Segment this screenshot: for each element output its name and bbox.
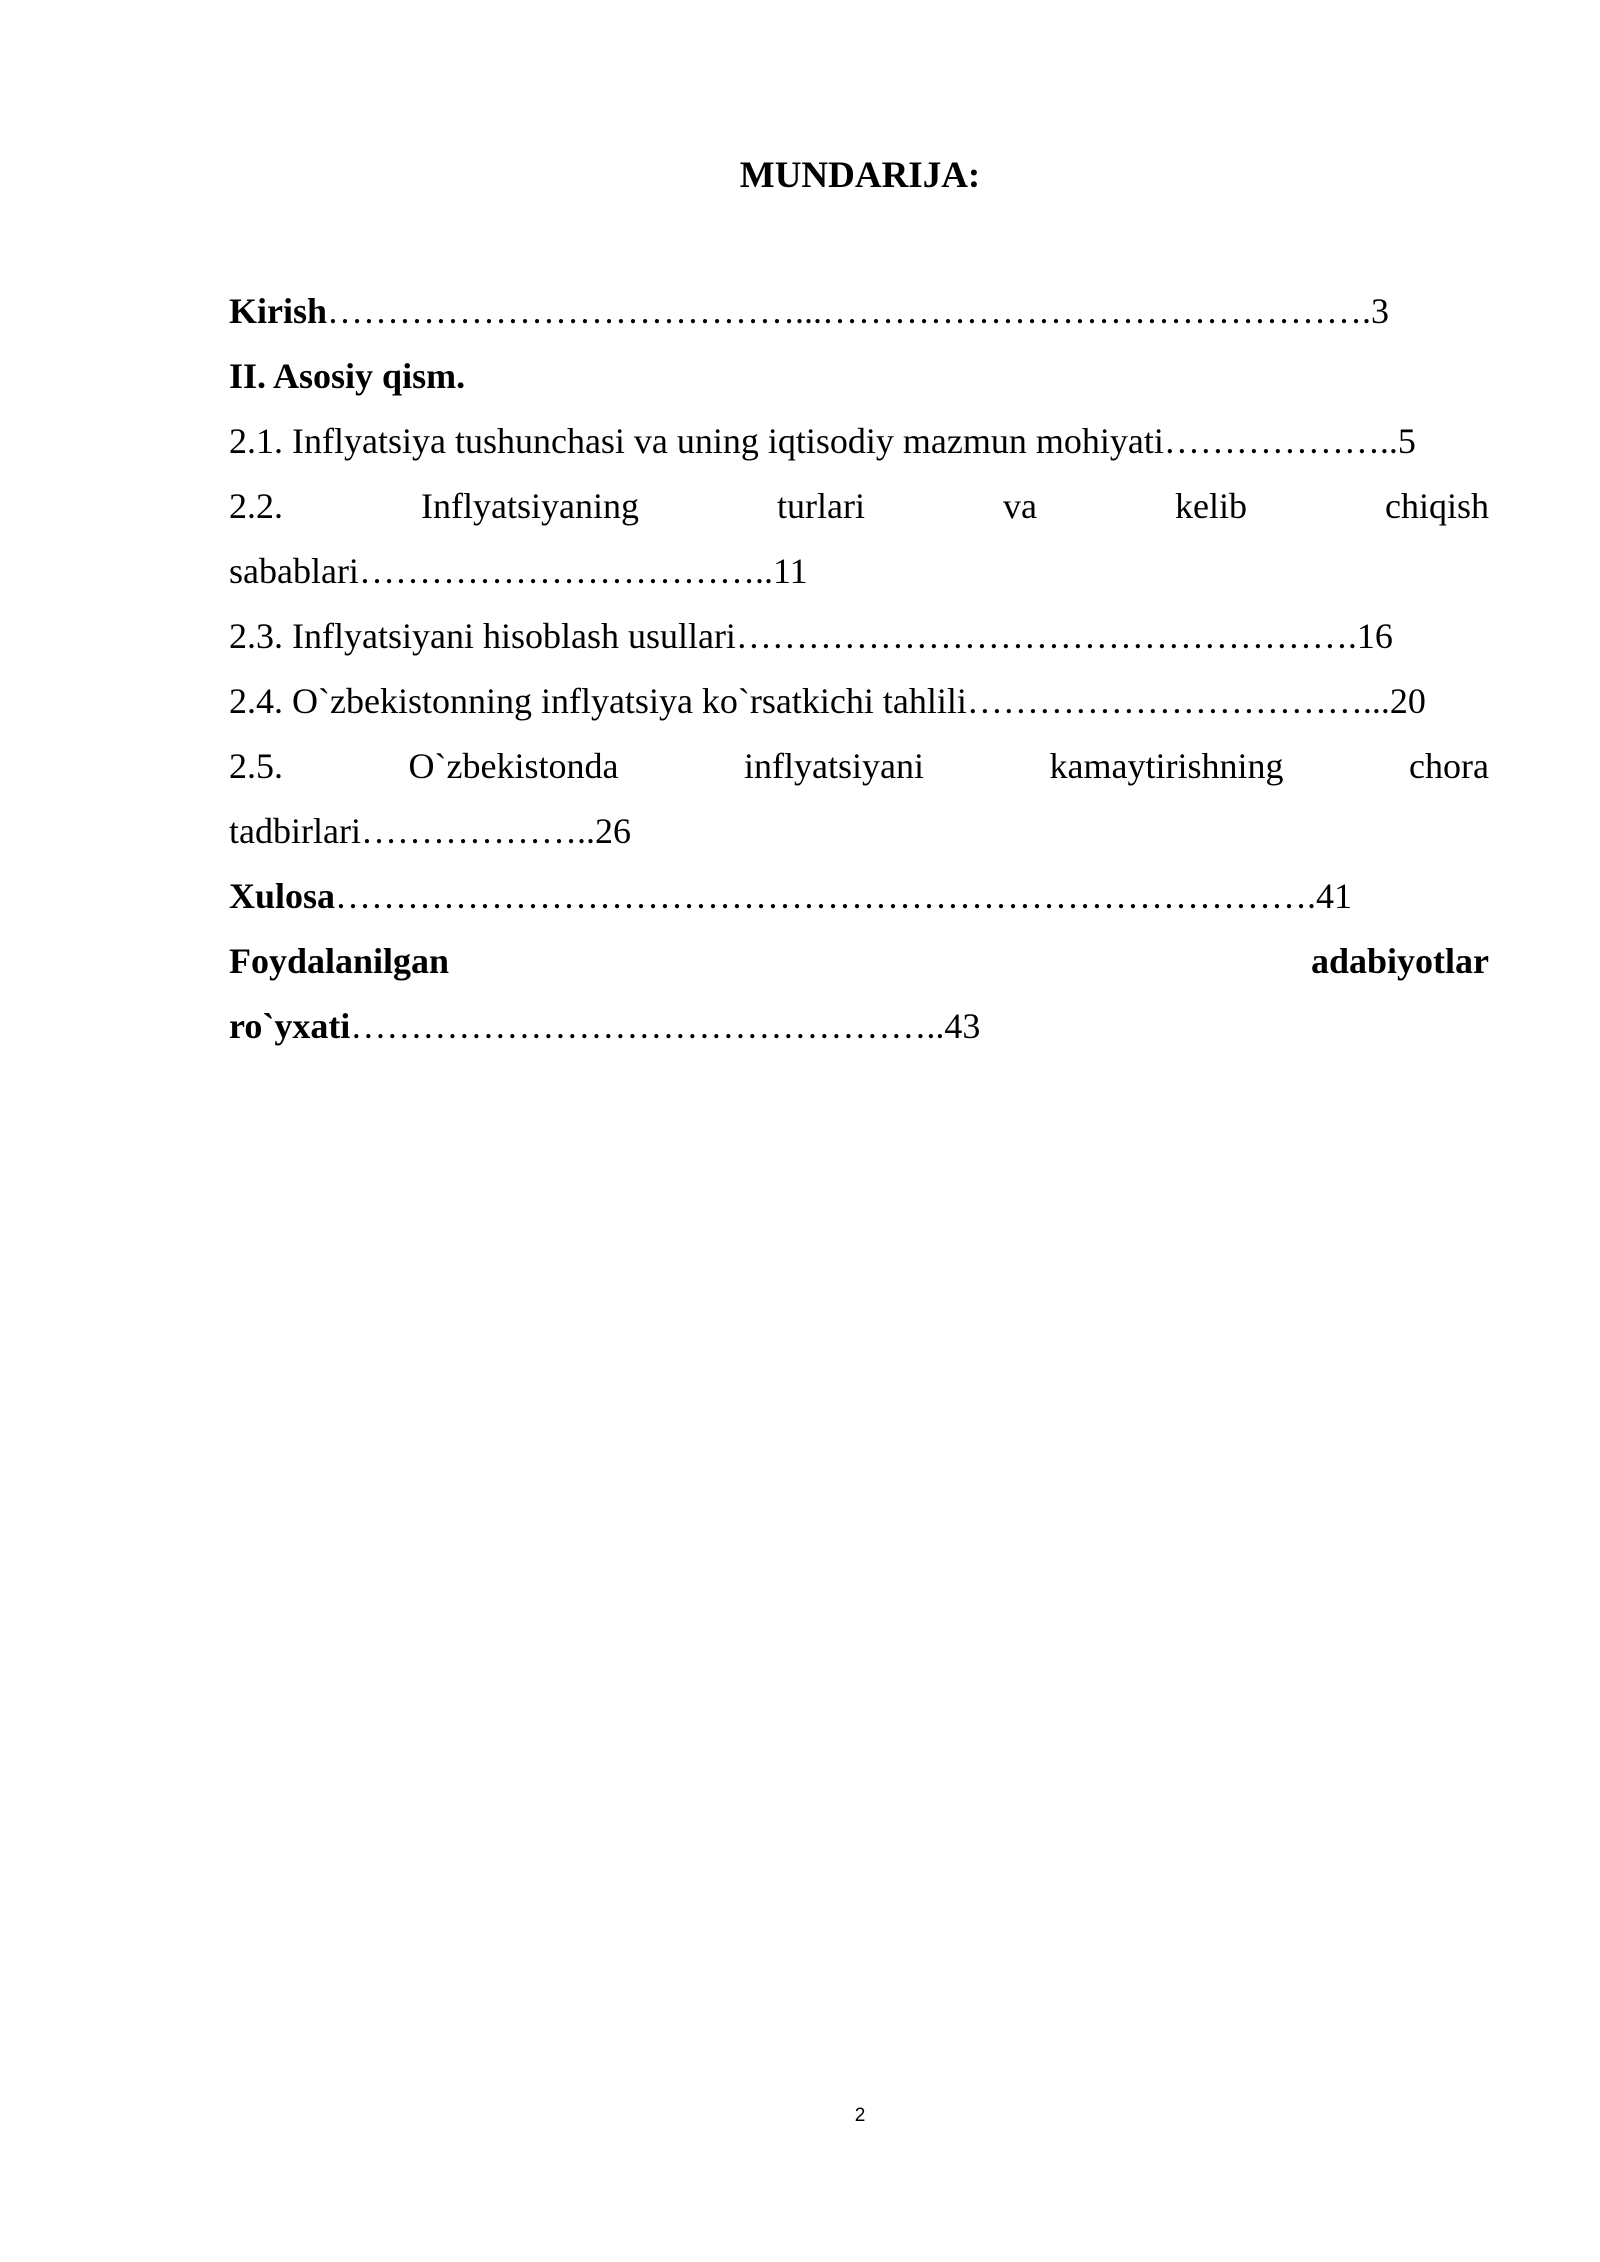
toc-entry-2-2-continued: sabablari……………………………..11 bbox=[229, 551, 808, 591]
toc-entry-adabiyotlar-continued bbox=[229, 994, 1489, 1059]
toc-entry-label: ro`yxati bbox=[229, 1006, 351, 1046]
toc-entry-2-5 bbox=[229, 734, 1489, 799]
toc-entry-2-2 bbox=[229, 474, 1489, 539]
table-of-contents bbox=[229, 279, 1489, 1059]
toc-word: adabiyotlar bbox=[1310, 941, 1489, 981]
toc-word: 2.2. bbox=[229, 486, 283, 526]
toc-leader-page: …………………………………………..43 bbox=[350, 1006, 981, 1046]
toc-entry-2-1: 2.1. Inflyatsiya tushunchasi va uning iqtisodiy mazmun mohiyati………………..5 bbox=[229, 421, 1416, 461]
toc-entry-label: Kirish bbox=[229, 291, 328, 331]
toc-word: Foydalanilgan bbox=[229, 941, 450, 981]
page-number: 2 bbox=[854, 2105, 866, 2126]
toc-word: chiqish bbox=[1384, 486, 1489, 526]
toc-word: Inflyatsiyaning bbox=[421, 486, 639, 526]
toc-word: inflyatsiyani bbox=[744, 746, 924, 786]
page-title: MUNDARIJA: bbox=[739, 155, 981, 196]
toc-word: kelib bbox=[1174, 486, 1247, 526]
toc-leader-page: ……………………………………………………………………….41 bbox=[335, 876, 1353, 916]
toc-entry-adabiyotlar bbox=[229, 929, 1489, 994]
toc-entry-xulosa bbox=[229, 864, 1489, 929]
toc-leader-page: …………………………………...……………………………………….3 bbox=[327, 291, 1390, 331]
toc-word: O`zbekistonda bbox=[408, 746, 619, 786]
toc-entry-2-4: 2.4. O`zbekistonning inflyatsiya ko`rsatkichi tahlili……………………………...20 bbox=[229, 681, 1426, 721]
toc-word: va bbox=[1002, 486, 1037, 526]
toc-entry-label: Xulosa bbox=[229, 876, 336, 916]
toc-entry-2-3: 2.3. Inflyatsiyani hisoblash usullari…………………………………………….16 bbox=[229, 616, 1393, 656]
toc-entry-kirish bbox=[229, 279, 1489, 344]
toc-section-heading: II. Asosiy qism. bbox=[229, 356, 466, 396]
toc-word: kamaytirishning bbox=[1049, 746, 1284, 786]
toc-word: chora bbox=[1409, 746, 1489, 786]
toc-word: turlari bbox=[776, 486, 865, 526]
toc-word: 2.5. bbox=[229, 746, 283, 786]
toc-entry-2-5-continued: tadbirlari………………..26 bbox=[229, 811, 631, 851]
